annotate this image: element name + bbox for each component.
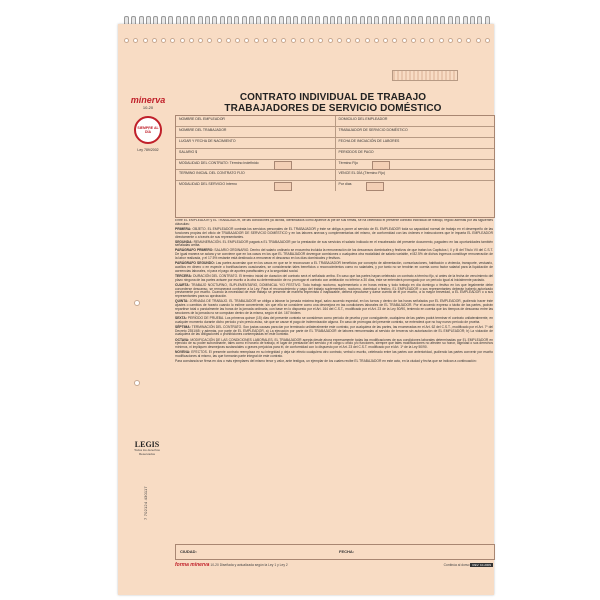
per-day-label: Por días bbox=[338, 182, 352, 187]
title-line-2: TRABAJADORES DE SERVICIO DOMÉSTICO bbox=[224, 103, 442, 114]
paragraph-two: PARÁGRAFO SEGUNDO: Las partes acuerdan que en los casos en que se le reconozcan a EL TRABAJADOR beneficios por concepto de alimentación, comunicaciones, habitación o vivienda, transporte, vestuario, auxilios en dinero o en especie o bonificaciones ocasionales, se considerarán tales beneficios o reconocimientos como no salariales, y por tanto no se tendrán en cuenta como factor salarial para la liquidación de acreencias laborales, ni para el pago de aportes parafiscales y a la seguridad social. bbox=[175, 261, 493, 273]
clause-fifth: QUINTA: JORNADA DE TRABAJO. EL TRABAJADOR se obliga a laborar la jornada máxima legal, salvo acuerdo especial, en los turnos y dentro de las horas señalados por EL EMPLEADOR, pudiendo hacer éste ajustes o cambios de horario cuando lo estime conveniente, sin que ello se considere como una desmejora en las condiciones laborales de EL TRABAJADOR. Por el acuerdo expreso o tácito de las partes, podrán repartirse total o parcialmente las horas de la jornada ordinaria, con base en lo dispuesto por el Art. 164 del C.S.T., modificado por el Art. 23 de la Ley 50/90, teniendo en cuenta que los tiempos de descanso entre las secciones de la jornada no se computan dentro de la misma, según el Art. 167 ibídem. bbox=[175, 299, 493, 315]
worker-role-field[interactable]: TRABAJADOR DE SERVICIO DOMÉSTICO bbox=[335, 127, 495, 137]
expiry-date-field[interactable]: VENCE EL DÍA (Término Fijo) bbox=[335, 170, 495, 180]
per-day-checkbox[interactable] bbox=[366, 182, 384, 191]
contract-fields-table bbox=[175, 115, 495, 218]
salary-field[interactable]: SALARIO $ bbox=[179, 149, 198, 154]
footer-brand: forma minerva bbox=[175, 562, 210, 568]
clause-intro: Entre EL EMPLEADOR y EL TRABAJADOR, de las condiciones ya dichas, identificados como aparece al pie de sus firmas, se ha celebrado el presente contrato individual de trabajo, regido además por las siguientes cláusulas: bbox=[175, 219, 493, 226]
table-row bbox=[176, 127, 494, 138]
law-reference: Ley 789/2002 bbox=[137, 148, 159, 152]
legis-logo bbox=[132, 440, 162, 456]
closing-statement: Para constancia se firma en dos o más ejemplares del mismo tenor y valor, ante testigos, un ejemplar de los cuales recibe EL TRABAJADOR en este acto, en la ciudad y fecha que se indican a continuación: bbox=[175, 359, 477, 364]
contract-clauses bbox=[175, 219, 493, 529]
employer-address-field[interactable]: DOMICILIO DEL EMPLEADOR bbox=[335, 116, 495, 126]
clause-fourth: CUARTA: TRABAJO NOCTURNO, SUPLEMENTARIO, DOMINICAL Y/O FESTIVO. Todo trabajo nocturno, suplementario o en horas extras y todo trabajo en día domingo o festivo en los que legalmente debe concederse descanso, se remunerará conforme a la Ley. Para el reconocimiento y pago del trabajo suplementario, nocturno, dominical o festivo, EL EMPLEADOR o sus representantes deberán haberlo autorizado previamente por escrito. Cuando la necesidad de este trabajo se presente de manera imprevista o inaplazable, deberá ejecutarse y darse cuenta de él por escrito, a la mayor brevedad, a EL EMPLEADOR o a sus representantes para su aprobación. bbox=[175, 282, 493, 299]
clause-first: PRIMERA: OBJETO. EL EMPLEADOR contrata los servicios personales de EL TRABAJADOR y éste se obliga a poner al servicio de EL EMPLEADOR toda su capacidad normal de trabajo en el desempeño de las funciones propias del oficio de TRABAJADOR DE SERVICIO DOMÉSTICO y en las labores anexas y complementarias del mismo, de conformidad con las órdenes e instrucciones que le imparta EL EMPLEADOR directamente o a través de sus representantes. bbox=[175, 226, 493, 239]
footer-left bbox=[175, 562, 288, 568]
table-row bbox=[176, 138, 494, 149]
per-day-service-field[interactable] bbox=[335, 181, 495, 191]
table-row bbox=[176, 181, 494, 191]
clause-ninth: NOVENA: EFECTOS. El presente contrato reemplaza en su integridad y deja sin efecto cualquiera otro contrato, verbal o escrito, celebrado entre las partes con anterioridad, pudiendo las partes convenir por escrito modificaciones al mismo, las que formarán parte integral de este contrato. bbox=[175, 350, 493, 359]
signature-row bbox=[175, 544, 495, 560]
indefinite-term-field[interactable] bbox=[176, 160, 335, 170]
fixed-term-field[interactable] bbox=[335, 160, 495, 170]
clause-second: SEGUNDA: REMUNERACIÓN. EL EMPLEADOR pagará a EL TRABAJADOR por la prestación de sus servicios el salario indicado en el encabezado del presente documento, pagadero en las oportunidades también señaladas arriba. bbox=[175, 239, 493, 248]
legis-rights: Todos los derechos Reservados bbox=[134, 448, 160, 456]
clause-sixth: SEXTA: PERÍODO DE PRUEBA. Los primeros quince (15) días del presente contrato se consideran como período de prueba y por consiguiente, cualquiera de las partes podrá terminar el contrato unilateralmente, en cualquier momento durante dicho período y sin previo aviso, sin que se cause el pago de indemnización alguna. En caso de prórrogas del presente contrato, se entenderá que no hay nuevo período de prueba. bbox=[175, 315, 493, 324]
live-in-service-field[interactable] bbox=[176, 181, 335, 191]
fixed-term-label: Término Fijo bbox=[338, 160, 358, 165]
table-row bbox=[176, 160, 494, 171]
live-in-checkbox[interactable] bbox=[274, 182, 292, 191]
indefinite-term-label: MODALIDAD DEL CONTRATO: Término Indefinido bbox=[179, 160, 259, 165]
initial-term-field[interactable]: TERMINO INICIAL DEL CONTRATO FIJO bbox=[179, 171, 245, 176]
form-number-box bbox=[392, 70, 458, 81]
brand-sidebar bbox=[125, 95, 171, 152]
punch-hole bbox=[134, 380, 140, 386]
fixed-term-checkbox[interactable] bbox=[372, 161, 390, 170]
paragraph-one: PARÁGRAFO PRIMERO: SALARIO ORDINARIO. Dentro del salario ordinario se encuentra incluida la remuneración de los descansos dominicales y festivos de que tratan los Capítulos I, II y III del Título VII del C.S.T. De igual manera se aclara y se conviene que en los casos en los que EL TRABAJADOR devengue comisiones o cualquiera otra modalidad de salario variable, el 82.5% de dichos ingresos constituye remuneración de la labor realizada, y el 17.5% restante está destinado a remunerar el descanso en los días dominicales y festivos. bbox=[175, 248, 493, 261]
live-in-label: MODALIDAD DEL SERVICIO Interno bbox=[179, 182, 237, 187]
footer-note: 10-20 Diseñada y actualizada según la Ley 1 y Ley 2 bbox=[210, 563, 288, 567]
clause-eighth: OCTAVA: MODIFICACIÓN DE LAS CONDICIONES LABORALES. EL TRABAJADOR acepta desde ahora expresamente todas las modificaciones de sus condiciones laborales determinadas por EL EMPLEADOR en ejercicio de su poder subordinante, tales como el horario de trabajo, el lugar de prestación del servicio y el cargo u oficio y/o funciones, siempre que tales modificaciones no afecten su honor, dignidad o sus derechos mínimos, ni impliquen desmejoras sustanciales o graves perjuicios para él, de conformidad con lo dispuesto por el Art. 23 del C.S.T. modificado por el Art. 1º de la Ley 50/90. bbox=[175, 337, 493, 350]
continue-note: Continúa al dorso bbox=[443, 563, 470, 567]
barcode-number: 7 702124 430117 bbox=[143, 486, 148, 520]
clause-seventh: SÉPTIMA: TERMINACIÓN DEL CONTRATO. Son justas causas para dar por terminado unilateralmente este contrato, por cualquiera de las partes, las enumeradas en el Art. 62 del C.S.T., modificado por el Art. 7º del Decreto 2351/65; y además, por parte de EL EMPLEADOR, a) La ejecución por parte de EL TRABAJADOR de labores remuneradas al servicio de terceros sin autorización de EL EMPLEADOR; b) La violación de cualquiera de las obligaciones o prohibiciones contempladas en este contrato. bbox=[175, 324, 493, 337]
title-line-1: CONTRATO INDIVIDUAL DE TRABAJO bbox=[239, 92, 427, 103]
seal-text: SIEMPRE AL DÍA bbox=[137, 126, 159, 134]
punch-hole bbox=[134, 300, 140, 306]
table-row bbox=[176, 170, 494, 181]
worker-name-field[interactable]: NOMBRE DEL TRABAJADOR bbox=[179, 127, 227, 132]
table-row bbox=[176, 116, 494, 127]
employer-name-field[interactable]: NOMBRE DEL EMPLEADOR bbox=[179, 117, 225, 121]
footer-right bbox=[444, 563, 493, 567]
document-title bbox=[172, 92, 494, 114]
birth-place-date-field[interactable]: LUGAR Y FECHA DE NACIMIENTO bbox=[179, 138, 236, 143]
legis-mark: LEGIS bbox=[134, 440, 160, 449]
pay-period-field[interactable]: PERIODOS DE PAGO bbox=[335, 149, 495, 159]
start-date-field[interactable]: FECHA DE INICIACIÓN DE LABORES bbox=[335, 138, 495, 148]
indefinite-term-checkbox[interactable] bbox=[274, 161, 292, 170]
always-updated-seal bbox=[134, 116, 162, 144]
date-field[interactable]: FECHA: bbox=[339, 549, 355, 554]
revision-tag: REV. 10-2009 bbox=[472, 563, 491, 567]
form-footer bbox=[175, 561, 493, 569]
perforation-row bbox=[124, 38, 490, 43]
form-code: 10-20 bbox=[142, 105, 154, 110]
city-field[interactable]: CIUDAD: bbox=[180, 549, 197, 554]
brand-logo: minerva bbox=[130, 95, 166, 105]
table-row bbox=[176, 149, 494, 160]
clause-third: TERCERA: DURACIÓN DEL CONTRATO. El término inicial de duración del contrato será el señalado arriba. En caso que las partes hayan celebrado un contrato a término fijo, si antes de la fecha de vencimiento del plazo ninguna de las partes avisare por escrito a la otra su determinación de no prorrogar el contrato con antelación no inferior a 30 días, éste se entenderá prorrogado por un período igual al inicialmente pactado. bbox=[175, 273, 493, 282]
